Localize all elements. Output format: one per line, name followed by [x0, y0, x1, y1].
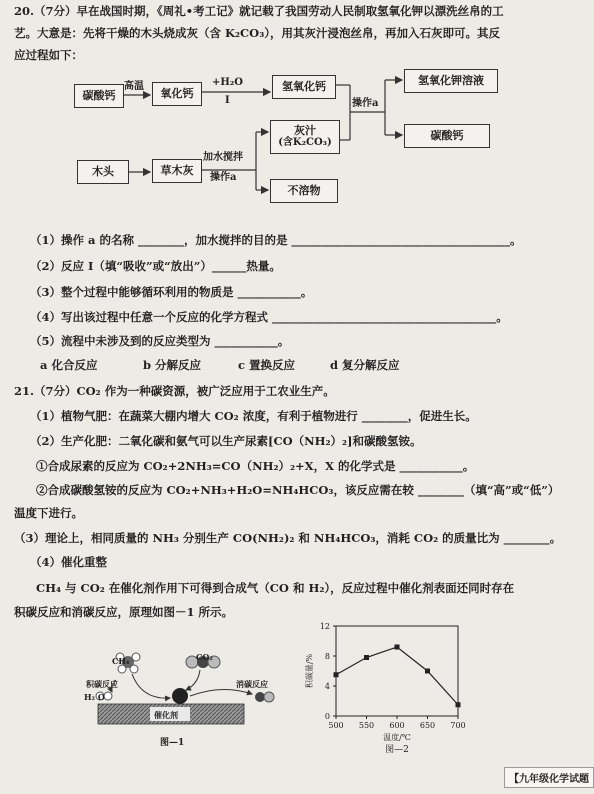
huizhi-label: 灰汁	[294, 124, 316, 137]
x-tick-label: 500	[328, 721, 344, 730]
q21-p5b: 积碳反应和消碳反应，原理如图－1 所示。	[14, 605, 234, 619]
box-caco3-product: 碳酸钙	[404, 124, 490, 148]
data-point	[364, 655, 369, 660]
option-c: c 置换反应	[238, 358, 296, 372]
box-caomuhui: 草木灰	[152, 159, 202, 183]
fig1-catalyst: 催化剂	[154, 710, 178, 720]
figure-2-chart	[300, 616, 470, 761]
y-tick-label: 4	[324, 682, 330, 691]
option-b: b 分解反应	[143, 358, 202, 372]
footer-label: 【九年级化学试题	[504, 767, 594, 788]
q21-p2: （2）生产化肥：二氧化碳和氨气可以生产尿素[CO（NH₂）₂]和碳酸氢铵。	[30, 434, 422, 448]
x-tick-label: 700	[450, 721, 466, 730]
box-mutou: 木头	[77, 160, 129, 184]
fig1-caption: 图—1	[160, 738, 185, 748]
label-gaowen: 高温	[124, 81, 144, 92]
label-reaction-i: I	[225, 95, 230, 106]
x-tick-label: 600	[389, 721, 405, 730]
figure-1-diagram	[72, 640, 302, 750]
q21-p3: （3）理论上，相同质量的 NH₃ 分别生产 CO(NH₂)₂ 和 NH₄HCO₃，消耗 CO₂ 的质量比为 ________。	[14, 531, 562, 545]
q20-sub5: （5）流程中未涉及到的反应类型为 ___________。	[30, 334, 290, 348]
data-point	[395, 645, 400, 650]
q21-p2a: ①合成尿素的反应为 CO₂+2NH₃=CO（NH₂）₂+X，X 的化学式是 ___________。	[36, 459, 475, 473]
fig1-xiaotan: 消碳反应	[236, 679, 268, 689]
h2-atom-2	[104, 692, 112, 700]
fig1-jitan: 积碳反应	[86, 679, 118, 689]
arrow-jitan	[132, 674, 170, 698]
huizhi-sub: (含K₂CO₃)	[278, 137, 332, 148]
q20-sub4: （4）写出该过程中任意一个反应的化学方程式 _______________________________________。	[30, 310, 508, 324]
data-point	[425, 669, 430, 674]
box-koh-solution: 氢氧化钾溶液	[404, 69, 498, 93]
fig2-caption: 图—2	[385, 745, 409, 755]
x-tick-label: 650	[419, 721, 436, 730]
box-huizhi	[270, 120, 340, 154]
box-caoh2: 氢氧化钙	[272, 75, 336, 99]
q21-p1: （1）植物气肥：在蔬菜大棚内增大 CO₂ 浓度，有利于植物进行 ________，促进生长。	[30, 409, 477, 423]
box-caco3: 碳酸钙	[74, 84, 124, 108]
q20-sub3: （3）整个过程中能够循环利用的物质是 ___________。	[30, 285, 313, 299]
carbon-deposit	[172, 688, 188, 704]
arrow-co2	[186, 670, 200, 690]
label-op-a1: 操作a	[352, 98, 379, 109]
fig1-h2o: H₂ O	[84, 692, 105, 702]
box-burong: 不溶物	[270, 179, 338, 203]
q20-line1: 20.（7分）早在战国时期，《周礼•考工记》就记载了我国劳动人民制取氢氧化钾以漂洗丝帛的工	[14, 4, 504, 18]
q21-p5a: CH₄ 与 CO₂ 在催化剂作用下可得到合成气（CO 和 H₂），反应过程中催化剂表面还同时存在	[36, 581, 515, 595]
x-axis-label: 温度/℃	[383, 733, 411, 742]
q21-p4: （4）催化重整	[30, 555, 108, 569]
ch4-h-atom-4	[130, 665, 138, 673]
box-cao: 氧化钙	[152, 82, 202, 106]
chart-frame	[336, 626, 458, 716]
series-line	[336, 647, 458, 705]
q21-line1: 21.（7分）CO₂ 作为一种碳资源，被广泛应用于工农业生产。	[14, 384, 335, 398]
y-tick-label: 8	[324, 652, 330, 661]
y-tick-label: 0	[324, 712, 330, 721]
data-point	[456, 702, 461, 707]
data-point	[334, 672, 339, 677]
ch4-h-atom-2	[132, 653, 140, 661]
y-axis-label: 积碳量/%	[305, 653, 314, 689]
x-tick-label: 550	[358, 721, 375, 730]
y-tick-label: 12	[319, 622, 330, 631]
q20-line3: 应过程如下：	[14, 48, 83, 62]
q20-sub2: （2）反应 I（填“吸收”或“放出”）______热量。	[30, 259, 281, 273]
co-oxygen-atom	[264, 692, 274, 702]
q20-line2: 艺。大意是：先将干燥的木头烧成灰（含 K₂CO₃），用其灰汁浸泡丝帛，再加入石灰即可。其反	[14, 26, 500, 40]
q20-sub1: （1）操作 a 的名称 ________，加水搅拌的目的是 ______________________________________。	[30, 233, 522, 247]
fig1-co2: CO₂	[196, 652, 213, 662]
q21-p2b: ②合成碳酸氢铵的反应为 CO₂+NH₃+H₂O=NH₄HCO₃，该反应需在较 ________（填“高”或“低”）	[36, 483, 560, 497]
option-a: a 化合反应	[40, 358, 98, 372]
label-op-a2: 操作a	[210, 172, 237, 183]
q21-p2c: 温度下进行。	[14, 506, 83, 520]
label-jiashui: 加水搅拌	[203, 152, 243, 163]
label-plus-h2o: +H₂O	[212, 77, 243, 88]
fig1-ch4: CH₄	[112, 656, 130, 666]
option-d: d 复分解反应	[330, 358, 400, 372]
